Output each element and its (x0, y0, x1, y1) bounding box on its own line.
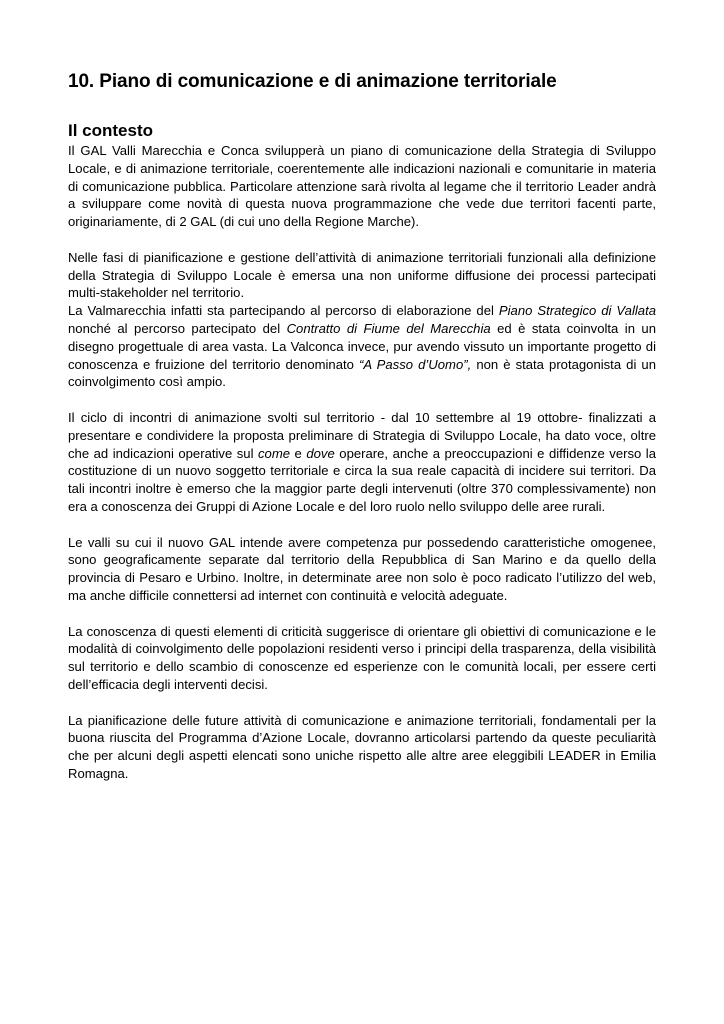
paragraph-5: Le valli su cui il nuovo GAL intende avere competenza pur possedendo caratteristiche omogenee, sono geograficamente separate dal territorio della Repubblica di San Marino e da quello della provincia di Pesaro e Urbino. Inoltre, in determinate aree non solo è poco radicato l’utilizzo del web, ma anche difficile connettersi ad internet con continuità e velocità adeguate. (68, 534, 656, 603)
paragraph-4-italic: come (258, 445, 291, 461)
paragraph-gap (68, 694, 656, 712)
paragraph-2: Nelle fasi di pianificazione e gestione dell’attività di animazione territoriali funzionali alla definizione della Strategia di Sviluppo Locale è emersa una non uniforme diffusione dei processi partecipati multi-stakeholder nel territorio. (68, 249, 656, 301)
document-page (68, 68, 656, 783)
paragraph-3-text: La Valmarecchia infatti sta partecipando al percorso di elaborazione del (68, 303, 499, 319)
paragraph-4-text: Il ciclo di incontri di animazione svolti sul territorio - dal 10 settembre al 19 ottobre- finalizzati a presentare e condividere la proposta preliminare di Strategia di Sviluppo Locale, ha dato voce, oltre che ad indicazioni operative sul (68, 409, 656, 461)
paragraph-gap (68, 391, 656, 409)
paragraph-4-text: e (290, 445, 307, 461)
paragraph-4-text: operare, anche a preoccupazioni e diffidenze verso la costituzione di un nuovo soggetto territoriale e circa la sua reale capacità di incidere sui territori. Da tali incontri inoltre è emerso che la maggior parte degli intervenuti (oltre 370 complessivamente) non era a conoscenza dei Gruppi di Azione Locale e del loro ruolo nello sviluppo delle aree rurali. (68, 445, 657, 514)
paragraph-3-italic: Piano Strategico di Vallata (498, 303, 656, 319)
paragraph-3-text: non è stata protagonista di un coinvolgimento così ampio. (68, 356, 656, 390)
paragraph-gap (68, 231, 656, 249)
paragraph-3 (68, 302, 656, 391)
paragraph-3-italic: “A Passo d’Uomo”, (358, 356, 472, 372)
page-title: 10. Piano di comunicazione e di animazione territoriale (68, 71, 557, 92)
paragraph-gap (68, 605, 656, 623)
paragraph-3-text: ed è stata coinvolta in un disegno progettuale di area vasta. La Valconca invece, pur avendo vissuto un importante progetto di conoscenza e fruizione del territorio denominato (68, 320, 656, 372)
paragraph-1: Il GAL Valli Marecchia e Conca svilupperà un piano di comunicazione della Strategia di Sviluppo Locale, e di animazione territoriale, coerentemente alle indicazioni nazionali e comunitarie in materia di comunicazione pubblica. Particolare attenzione sarà rivolta al legame che il territorio Leader andrà a sviluppare come novità di questa nuova programmazione che vede due territori facenti parte, originariamente, di 2 GAL (di cui uno della Regione Marche). (68, 143, 656, 230)
paragraph-3-text: nonché al percorso partecipato del (68, 320, 287, 336)
paragraph-6: La conoscenza di questi elementi di criticità suggerisce di orientare gli obiettivi di comunicazione e le modalità di coinvolgimento delle popolazioni residenti verso i principi della trasparenza, della visibilità sul territorio e dello scambio di conoscenze ed esperienze con le comunità locali, per essere certi dell’efficacia degli interventi decisi. (68, 623, 656, 692)
paragraph-3-italic: Contratto di Fiume del Marecchia (286, 320, 491, 336)
paragraph-gap (68, 516, 656, 534)
paragraph-4 (68, 409, 656, 516)
section-heading: Il contesto (68, 121, 154, 140)
paragraph-7: La pianificazione delle future attività di comunicazione e animazione territoriali, fondamentali per la buona riuscita del Programma d’Azione Locale, dovranno articolarsi partendo da queste peculiarità che per alcuni degli aspetti elencati sono uniche rispetto alle altre aree eleggibili LEADER in Emilia Romagna. (68, 712, 656, 781)
paragraph-4-italic: dove (306, 445, 335, 461)
